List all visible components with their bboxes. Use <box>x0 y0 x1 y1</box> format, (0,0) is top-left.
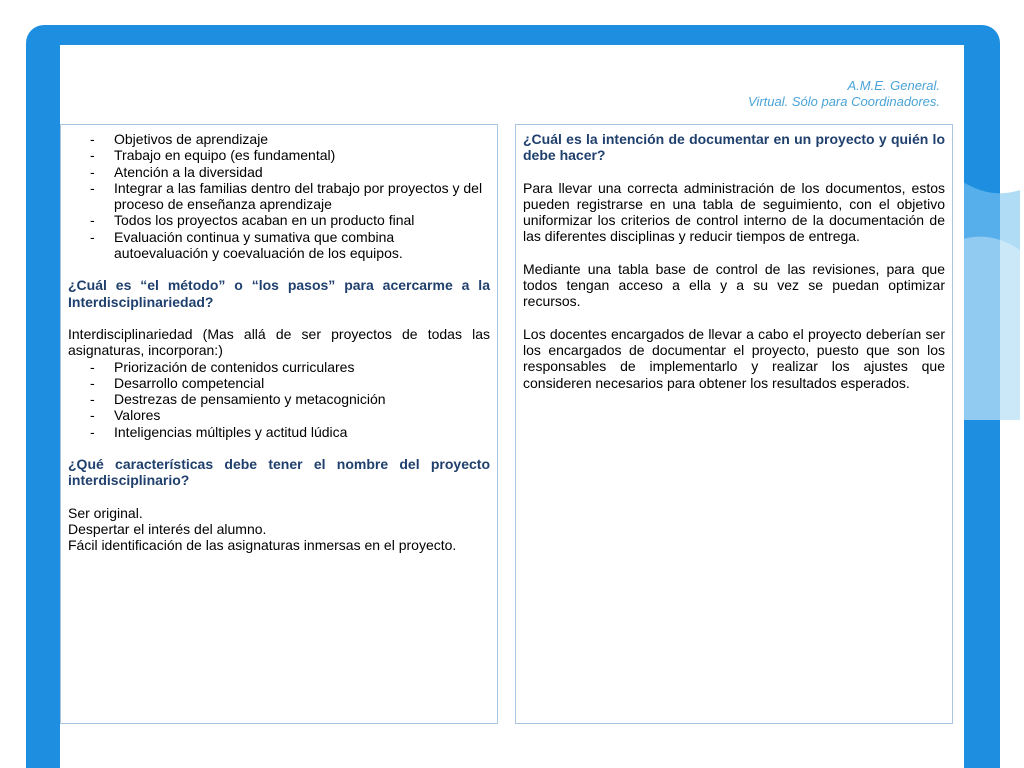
text-line: Fácil identificación de las asignaturas inmersas en el proyecto. <box>68 537 457 554</box>
list-item: - Priorización de contenidos curriculares <box>68 359 490 375</box>
list-item: - Todos los proyectos acaban en un producto final <box>68 212 490 228</box>
header <box>748 78 940 110</box>
header-line-2: Virtual. Sólo para Coordinadores. <box>748 94 940 109</box>
list-item: - Inteligencias múltiples y actitud lúdica <box>68 424 490 440</box>
incorporates-list <box>68 359 490 440</box>
question-documentation: ¿Cuál es la intención de documentar en un proyecto y quién lo debe hacer? <box>523 131 945 164</box>
paragraph-3: Los docentes encargados de llevar a cabo el proyecto deberían ser los encargados de documentar el proyecto, puesto que son los responsables de implementarlo y realizar los ajustes que consideren necesarios para obtener los resultados esperados. <box>523 325 945 391</box>
list-item: - Desarrollo competencial <box>68 375 490 391</box>
list-item: - Destrezas de pensamiento y metacognición <box>68 391 490 407</box>
list-item: - Evaluación continua y sumativa que combina autoevaluación y coevaluación de los equipos. <box>68 229 490 262</box>
list-item: - Objetivos de aprendizaje <box>68 131 490 147</box>
text-line: Despertar el interés del alumno. <box>68 520 267 537</box>
list-item: - Trabajo en equipo (es fundamental) <box>68 147 490 163</box>
list-item: - Atención a la diversidad <box>68 164 490 180</box>
list-item: - Valores <box>68 407 490 423</box>
text-line: Ser original. <box>68 504 143 521</box>
question-method: ¿Cuál es “el método” o “los pasos” para acercarme a la Interdisciplinariedad? <box>68 277 490 310</box>
header-line-1: A.M.E. General. <box>847 78 940 93</box>
left-column <box>60 124 498 724</box>
list-item: - Integrar a las familias dentro del trabajo por proyectos y del proceso de enseñanza aprendizaje <box>68 180 490 213</box>
paragraph-interdisciplinarity: Interdisciplinariedad (Mas allá de ser proyectos de todas las asignaturas, incorporan:) <box>68 325 490 359</box>
question-project-name: ¿Qué características debe tener el nombre del proyecto interdisciplinario? <box>68 456 490 489</box>
paragraph-2: Mediante una tabla base de control de las revisiones, para que todos tengan acceso a ella y a su vez se puedan optimizar recursos. <box>523 260 945 310</box>
paragraph-1: Para llevar una correcta administración de los documentos, estos pueden registrarse en una tabla de seguimiento, con el objetivo uniformizar los criterios de control interno de la documentación de las diferentes disciplinas y reducir tiempos de entrega. <box>523 179 945 245</box>
decorative-wave <box>960 120 1020 420</box>
right-column <box>515 124 953 724</box>
objectives-list <box>68 131 490 261</box>
